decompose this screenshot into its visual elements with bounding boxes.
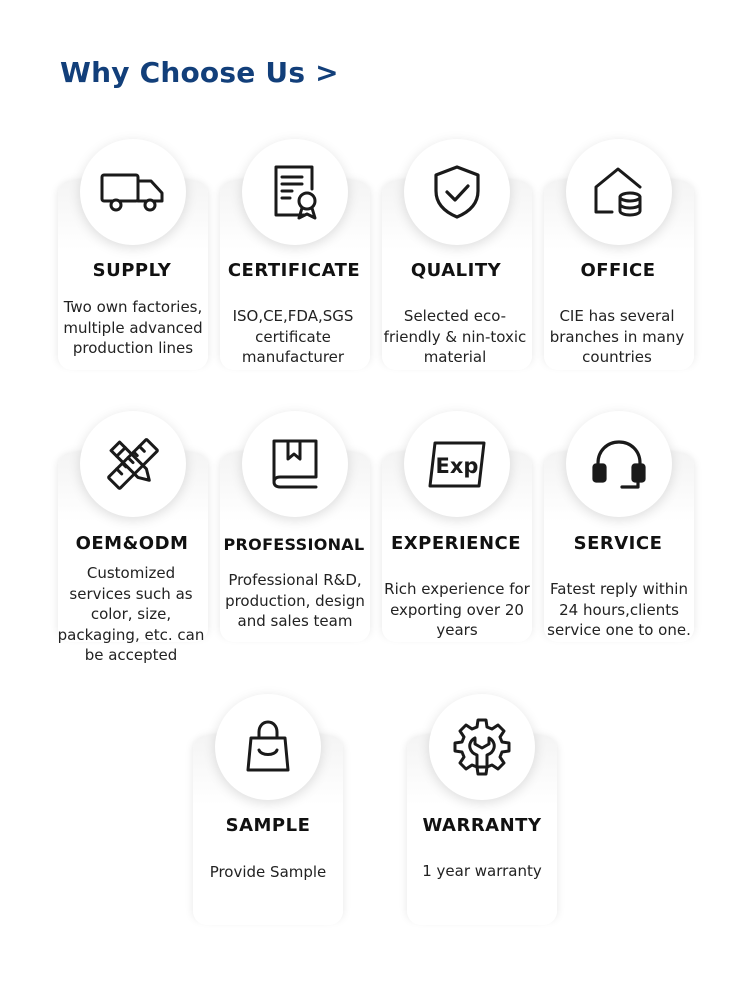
- shield-check-icon: [404, 139, 510, 245]
- truck-icon: [80, 139, 186, 245]
- exp-badge-text: Exp: [435, 454, 479, 478]
- item-desc-sample: Provide Sample: [209, 863, 327, 881]
- item-title-quality: QUALITY: [410, 260, 502, 281]
- item-title-warranty: WARRANTY: [422, 815, 542, 836]
- item-desc-supply: Two own factories, multiple advanced production lines: [63, 298, 203, 357]
- page-title: Why Choose Us >: [60, 56, 339, 89]
- item-title-service: SERVICE: [573, 533, 663, 554]
- item-desc-professional: Professional R&D, production, design and sales team: [225, 571, 365, 630]
- item-title-sample: SAMPLE: [225, 815, 311, 836]
- exp-badge-icon: [404, 411, 510, 517]
- item-desc-warranty: 1 year warranty: [422, 862, 542, 880]
- design-tools-icon: [80, 411, 186, 517]
- item-desc-oem-odm: Customized services such as color, size, packaging, etc. can be accepted: [57, 564, 205, 664]
- item-title-professional: PROFESSIONAL: [223, 535, 365, 554]
- item-title-office: OFFICE: [580, 260, 656, 281]
- item-desc-certificate: ISO,CE,FDA,SGS certificate manufacturer: [232, 307, 354, 366]
- item-title-certificate: CERTIFICATE: [227, 260, 361, 281]
- headset-icon: [566, 411, 672, 517]
- gear-wrench-icon: [429, 694, 535, 800]
- item-desc-office: CIE has several branches in many countries: [549, 307, 685, 366]
- certificate-icon: [242, 139, 348, 245]
- office-database-icon: [566, 139, 672, 245]
- item-title-oem-odm: OEM&ODM: [75, 533, 189, 554]
- item-title-experience: EXPERIENCE: [390, 533, 522, 554]
- item-desc-service: Fatest reply within 24 hours,clients service one to one.: [547, 580, 691, 639]
- shopping-bag-icon: [215, 694, 321, 800]
- item-title-supply: SUPPLY: [92, 260, 172, 281]
- item-desc-quality: Selected eco-friendly & nin-toxic material: [383, 307, 527, 366]
- item-desc-experience: Rich experience for exporting over 20 years: [384, 580, 530, 639]
- book-bookmark-icon: [242, 411, 348, 517]
